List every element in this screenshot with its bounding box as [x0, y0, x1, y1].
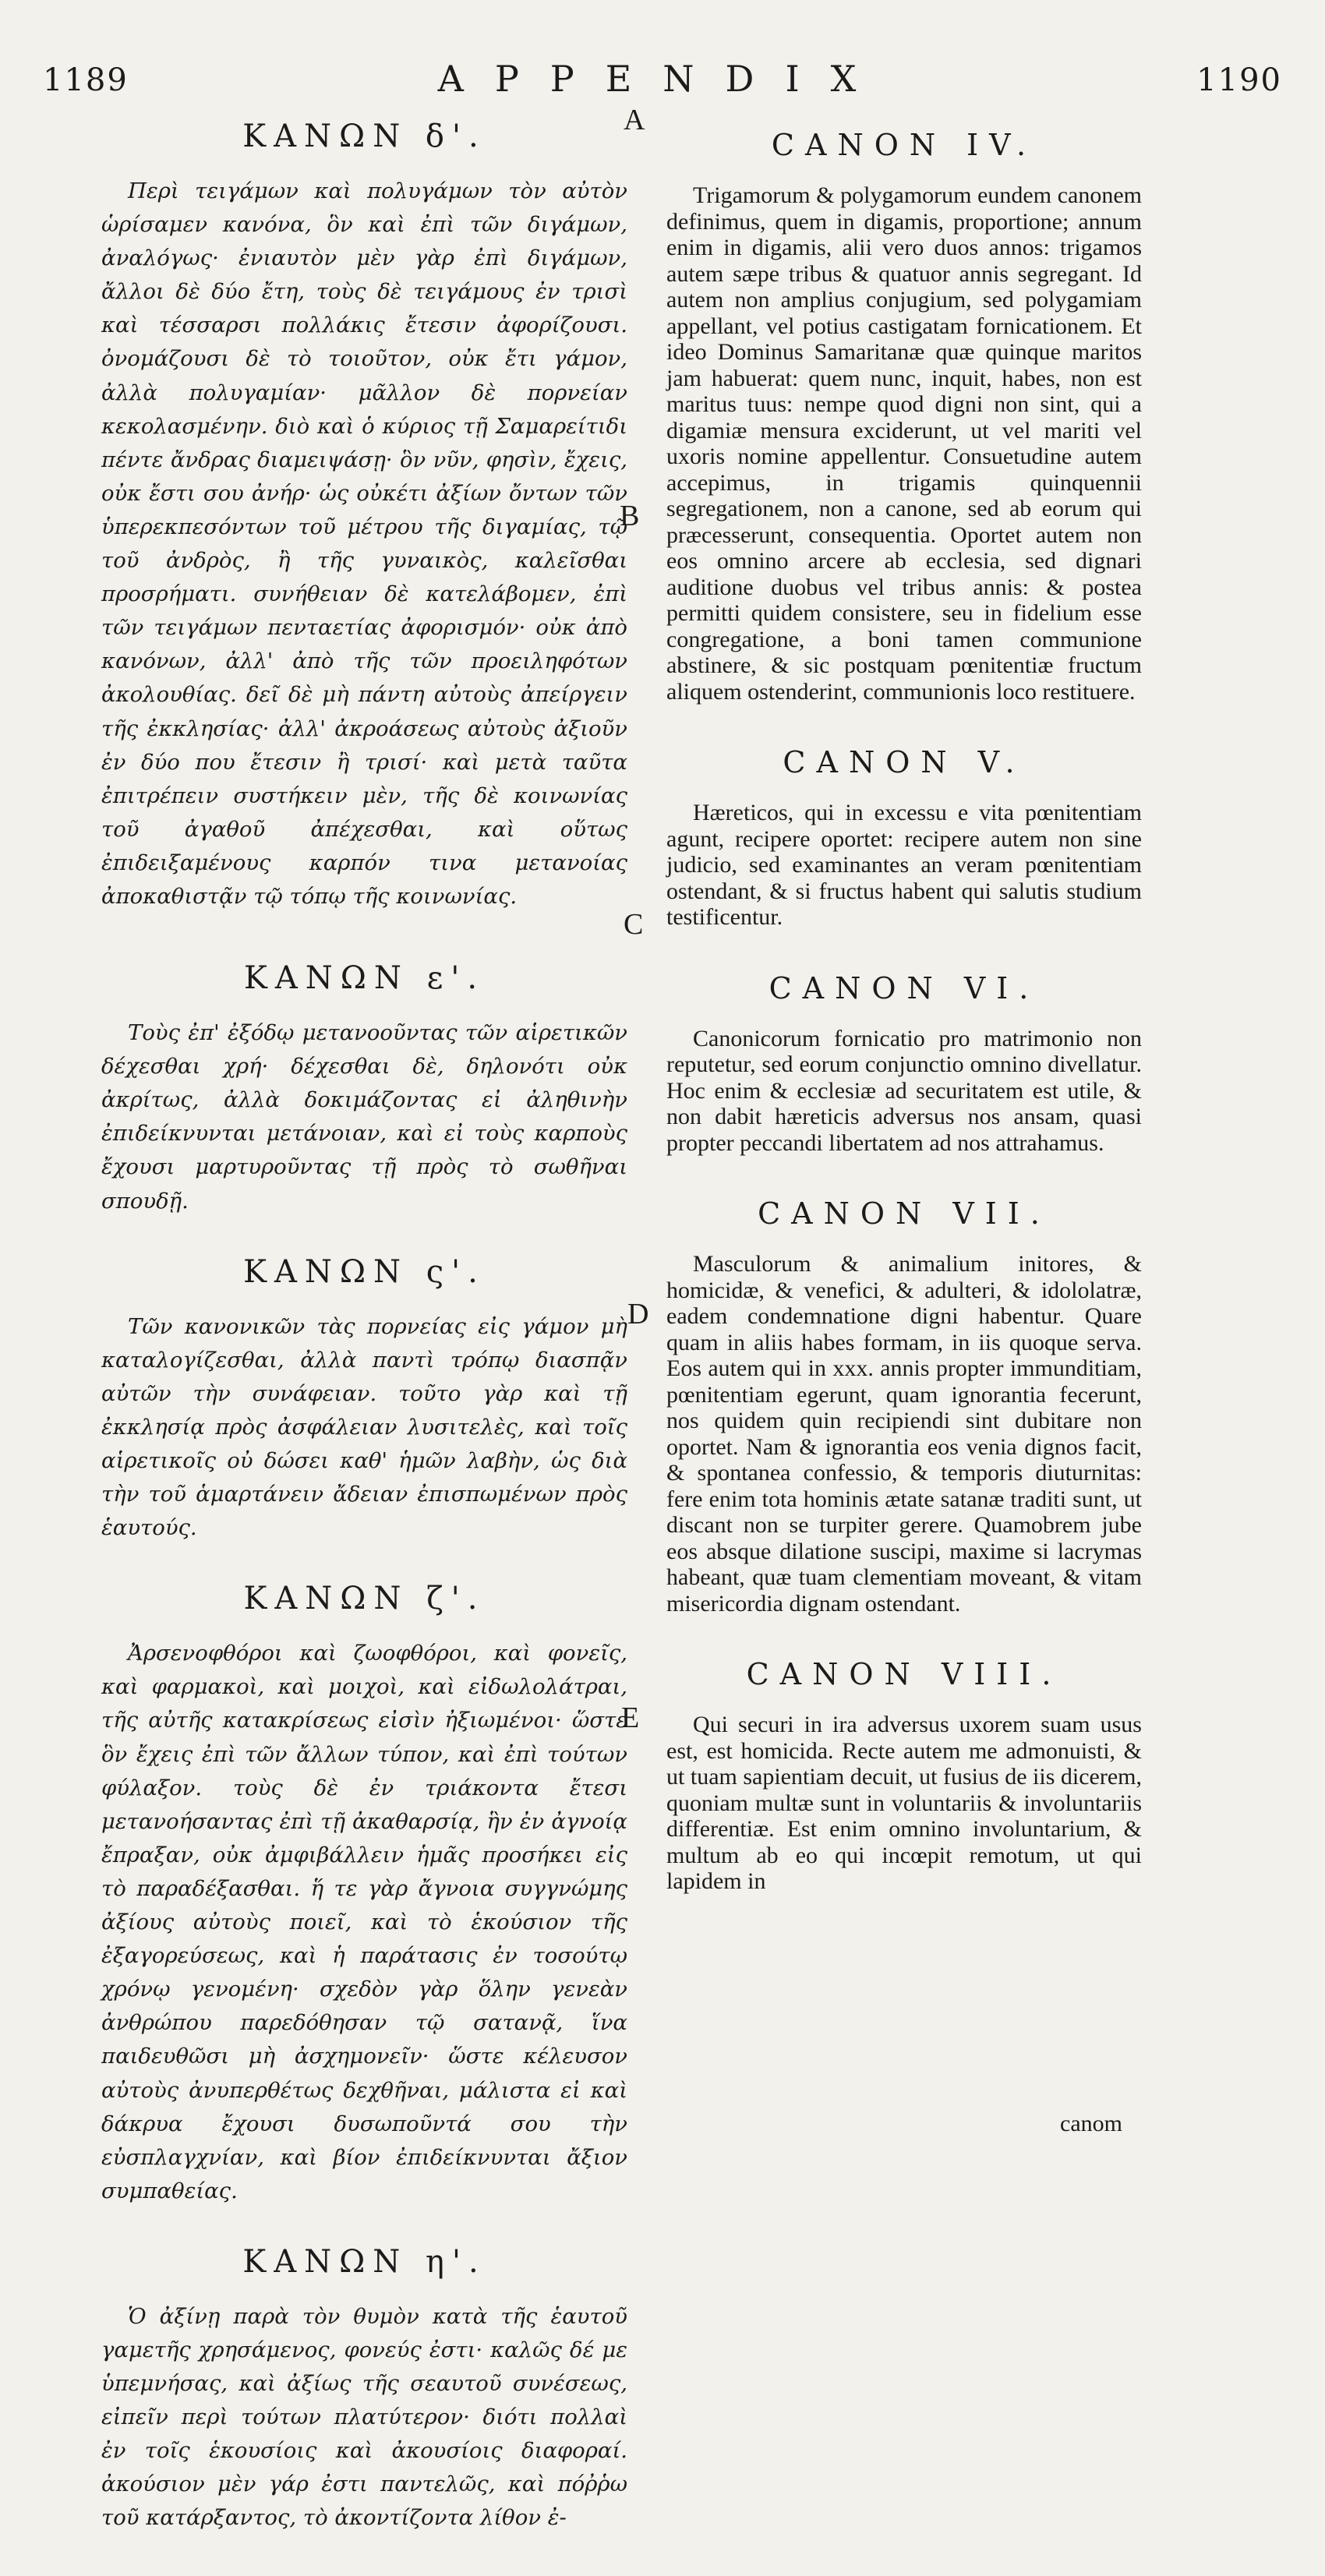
- greek-canon-text: Περὶ τειγάμων καὶ πολυγάμων τὸν αὐτὸν ὡρίσαμεν κανόνα, ὃν καὶ ἐπὶ τῶν διγάμων, ἀναλόγως· ἐνιαυτὸν μὲν γὰρ ἐπὶ διγάμων, ἄλλοι δὲ δύο ἔτη, τοὺς δὲ τειγάμους ἐν τρισὶ καὶ τέσσαρσι πολλάκις ἔτεσιν ἀφορίζουσι. ὀνομάζουσι δὲ τὸ τοιοῦτον, οὐκ ἔτι γάμον, ἀλλὰ πολυγαμίαν· μᾶλλον δὲ πορνείαν κεκολασμένην. διὸ καὶ ὁ κύριος τῇ Σαμαρείτιδι πέντε ἄνδρας διαμειψάσῃ· ὃν νῦν, φησὶν, ἔχεις, οὐκ ἔστι σου ἀνήρ· ὡς οὐκέτι ἀξίων ὄντων τῶν ὑπερεκπεσόντων τοῦ μέτρου τῆς διγαμίας, τῷ τοῦ ἀνδρὸς, ἢ τῆς γυναικὸς, καλεῖσθαι προσρήματι. συνήθειαν δὲ κατελάβομεν, ἐπὶ τῶν τειγάμων πενταετίας ἀφορισμόν· οὐκ ἀπὸ κανόνων, ἀλλ' ἀπὸ τῆς τῶν προειληφότων ἀκολουθίας. δεῖ δὲ μὴ πάντη αὐτοὺς ἀπείργειν τῆς ἐκκλησίας· ἀλλ' ἀκροάσεως αὐτοὺς ἀξιοῦν ἐν δύο που ἔτεσιν ἢ τρισί· καὶ μετὰ ταῦτα ἐπιτρέπειν συστήκειν μὲν, τῆς δὲ κοινωνίας τοῦ ἀγαθοῦ ἀπέχεσθαι, καὶ οὕτως ἐπιδειξαμένους καρπόν τινα μετανοίας ἀποκαθιστᾷν τῷ τόπῳ τῆς κοινωνίας.: [101, 178, 627, 909]
- margin-marker-b: B: [620, 500, 640, 532]
- greek-canon-title: ΚΑΝΩΝ η'.: [242, 2243, 486, 2280]
- latin-canon-title: CANON VI.: [768, 970, 1040, 1005]
- greek-canon-text: Τοὺς ἐπ' ἐξόδῳ μετανοοῦντας τῶν αἱρετικῶν δέχεσθαι χρή· δέχεσθαι δὲ, δηλονότι οὐκ ἀκρίτως, ἀλλὰ δοκιμάζοντας εἰ ἀληθινὴν ἐπιδείκνυνται μετάνοιαν, καὶ εἰ τοὺς καρποὺς ἔχουσι μαρτυροῦντας τῇ πρὸς τὸ σωθῆναι σπουδῇ.: [101, 1020, 627, 1214]
- page-number-left: 1189: [43, 62, 129, 98]
- greek-canon-title: ΚΑΝΩΝ δ'.: [242, 118, 486, 154]
- latin-column: [666, 125, 1142, 1935]
- latin-canon-text: Canonicorum fornicatio pro matrimonio non reputetur, sed eorum conjunctio omnino divellatur. Hoc enim & ecclesiæ ad securitatem est utile, & non dabit hæreticis adversus nos ansam, quasi propter peccandi libertatem ad nos attrahamus.: [666, 1025, 1142, 1156]
- latin-canon-title: CANON VII.: [758, 1196, 1051, 1231]
- latin-canon-title: CANON IV.: [771, 128, 1037, 162]
- greek-canon-text: Ἀρσενοφθόροι καὶ ζωοφθόροι, καὶ φονεῖς, καὶ φαρμακοὶ, καὶ μοιχοὶ, καὶ εἰδωλολάτραι, τῆς αὐτῆς κατακρίσεως εἰσὶν ἠξιωμένοι· ὥστε ὃν ἔχεις ἐπὶ τῶν ἄλλων τύπον, καὶ ἐπὶ τούτων φύλαξον. τοὺς δὲ ἐν τριάκοντα ἔτεσι μετανοήσαντας ἐπὶ τῇ ἀκαθαρσίᾳ, ἣν ἐν ἀγνοίᾳ ἔπραξαν, οὐκ ἀμφιβάλλειν ἡμᾶς προσήκει εἰς τὸ παραδέξασθαι. ἥ τε γὰρ ἄγνοια συγγνώμης ἀξίους αὐτοὺς ποιεῖ, καὶ τὸ ἑκούσιον τῆς ἐξαγορεύσεως, καὶ ἡ παράτασις ἐν τοσούτῳ χρόνῳ γενομένη· σχεδὸν γὰρ ὅλην γενεὰν ἀνθρώπου παρεδόθησαν τῷ σατανᾷ, ἵνα παιδευθῶσι μὴ ἀσχημονεῖν· ὥστε κέλευσον αὐτοὺς ἀνυπερθέτως δεχθῆναι, μάλιστα εἰ καὶ δάκρυα ἔχουσι δυσωποῦντά σου τὴν εὐσπλαγχνίαν, καὶ βίον ἐπιδείκνυνται ἄξιον συμπαθείας.: [101, 1641, 627, 2203]
- latin-canon-text: Masculorum & animalium initores, & homicidæ, & venefici, & adulteri, & idololatræ, eadem condemnatione digni habentur. Quare quam in aliis habes formam, in iis quoque serva. Eos autem qui in xxx. annis propter immunditiam, pœnitentiam egerunt, quam ignorantia fecerunt, nos quidem quin recipiendi sint dubitare non oportet. Nam & ignorantia eos venia dignos facit, & spontanea confessio, & temporis diuturnitas: fere enim tota hominis ætate satanæ traditi sunt, ut discant non se turpiter gerere. Quamobrem jube eos absque dilatione suscipi, maxime si lacrymas habeant, quæ tuam clementiam moveant, & vitam misericordia dignam ostendant.: [666, 1251, 1142, 1617]
- margin-marker-c: C: [624, 908, 644, 941]
- page-number-right: 1190: [1196, 62, 1282, 98]
- margin-marker-d: D: [627, 1298, 649, 1330]
- greek-canon-title: ΚΑΝΩΝ ς'.: [243, 1253, 486, 1290]
- margin-marker-a: A: [624, 104, 645, 136]
- latin-canon-text: Hæreticos, qui in excessu e vita pœnitentiam agunt, recipere oportet: recipere autem non sine judicio, sed examinantes an veram pœnitentiam ostendant, & si fructus habent qui salutis studium testificentur.: [666, 800, 1142, 930]
- greek-canon-text: Τῶν κανονικῶν τὰς πορνείας εἰς γάμον μὴ καταλογίζεσθαι, ἀλλὰ παντὶ τρόπῳ διασπᾷν αὐτῶν τὴν συνάφειαν. τοῦτο γὰρ καὶ τῇ ἐκκλησίᾳ πρὸς ἀσφάλειαν λυσιτελὲς, καὶ τοῖς αἱρετικοῖς οὐ δώσει καθ' ἡμῶν λαβὴν, ὡς διὰ τὴν τοῦ ἁμαρτάνειν ἄδειαν ἐπισπωμένων πρὸς ἑαυτούς.: [101, 1313, 627, 1541]
- latin-canon-title: CANON VIII.: [746, 1657, 1062, 1691]
- latin-canon-title: CANON V.: [783, 745, 1026, 779]
- greek-canon-title: ΚΑΝΩΝ ε'.: [243, 960, 486, 997]
- greek-canon-text: Ὁ ἀξίνῃ παρὰ τὸν θυμὸν κατὰ τῆς ἑαυτοῦ γαμετῆς χρησάμενος, φονεύς ἐστι· καλῶς δέ με ὑπεμνήσας, καὶ ἀξίως τῆς σεαυτοῦ συνέσεως, εἰπεῖν περὶ τούτων πλατύτερον· διότι πολλαὶ ἐν τοῖς ἑκουσίοις καὶ ἀκουσίοις διαφοραί. ἀκούσιον μὲν γάρ ἐστι παντελῶς, καὶ πόῤῥω τοῦ κατάρξαντος, τὸ ἀκοντίζοντα λίθον ἐ-: [101, 2303, 627, 2531]
- greek-column: [101, 115, 627, 2576]
- greek-canon-title: ΚΑΝΩΝ ζ'.: [243, 1581, 486, 1617]
- catchword: canom: [1060, 2111, 1122, 2136]
- margin-marker-e: E: [621, 1701, 640, 1734]
- latin-canon-text: Trigamorum & polygamorum eundem canonem definimus, quem in digamis, proportione; annum enim in digamis, alii vero duos annos: trigamos autem sæpe tribus & quatuor annis segregant. Id autem non amplius conjugium, sed polygamiam appellant, vel potius castigatam fornicationem. Et ideo Dominus Samaritanæ quæ quinque maritos jam habuerat: quem nunc, inquit, habes, non est maritus tuus: nempe quod digni non sint, qui a digamiæ mensura exciderunt, ut vel mariti vel uxoris nomine appellentur. Consuetudine autem accepimus, in trigamis quinquennii segregationem, non a canone, sed ab eorum qui præcesserunt, consequentia. Oportet autem non eos omnino arcere ab ecclesia, sed dignari auditione duobus vel tribus annis: & postea permitti quidem consistere, seu in fidelium esse congregatione, a boni tamen communione abstinere, & sic postquam pœnitentiæ fructum aliquem ostenderint, communionis loco restituere.: [666, 182, 1142, 705]
- latin-canon-text: Qui securi in ira adversus uxorem suam usus est, est homicida. Recte autem me admonuisti, & ut tuam sapientiam decuit, ut fusius de iis dicerem, quoniam multæ sunt in voluntariis & involuntariis differentiæ. Est enim omnino involuntarium, & multum ab eo qui incœpit remotum, ut qui lapidem in: [666, 1712, 1142, 1894]
- running-head: APPENDIX: [437, 58, 888, 100]
